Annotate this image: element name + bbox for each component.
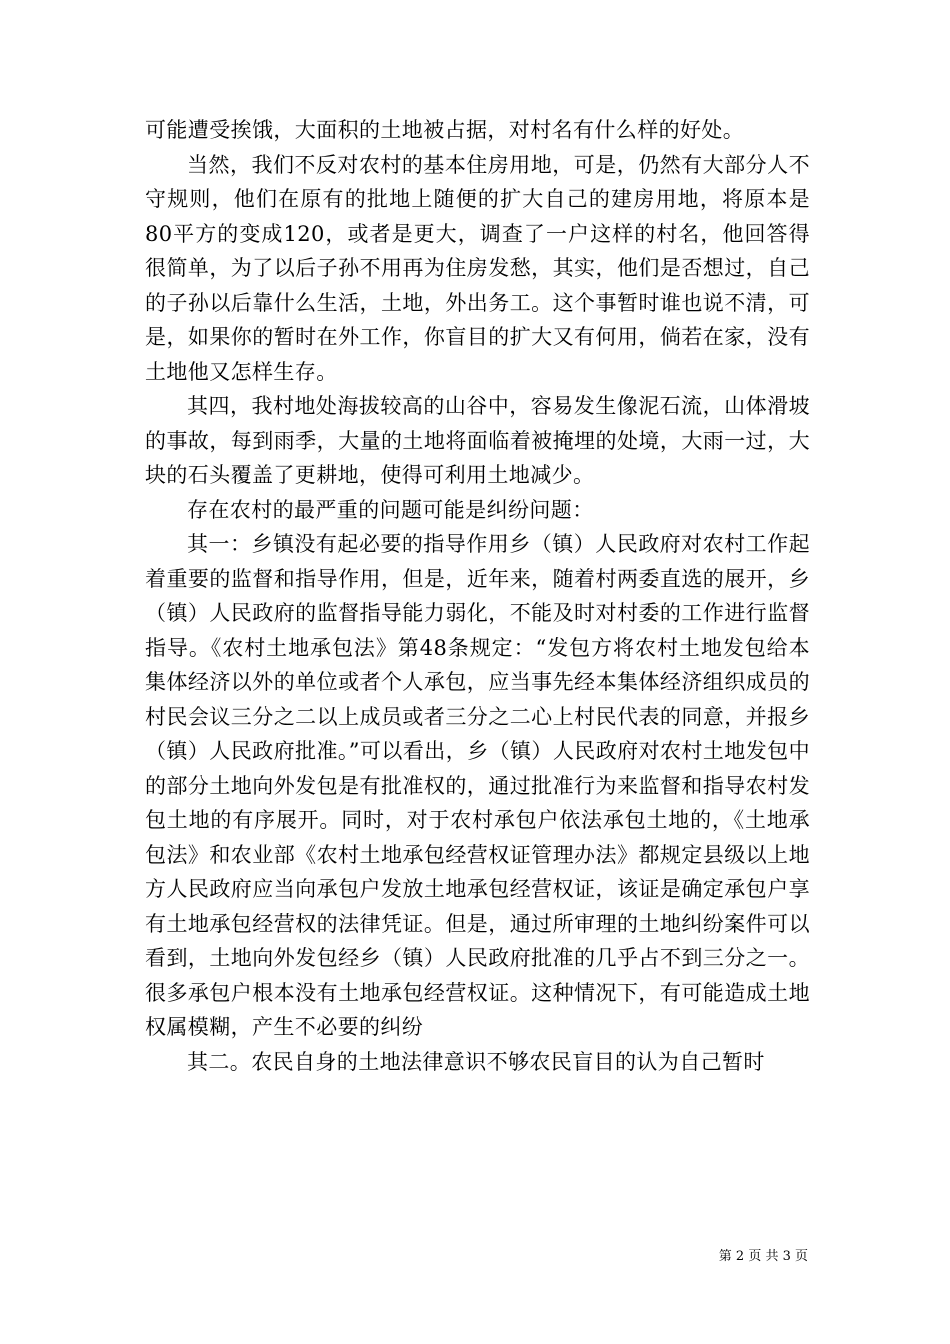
paragraph-disputes-intro: 存在农村的最严重的问题可能是纠纷问题： — [187, 497, 594, 522]
paragraph-first-dispute: 其一：乡镇没有起必要的指导作用乡（镇）人民政府对农村工作起着重要的监督和指导作用，但是，近年来，随着村两委直选的展开，乡（镇）人民政府的监督指导能力弱化，不能及时对村委的工作进行监督指导。《农村土地承包法》第48条规定：“发包方将农村土地发包给本集体经济以外的单位或者个人承包，应当事先经本集体经济组织成员的村民会议三分之二以上成员或者三分之二心上村民代表的同意，并报乡（镇）人民政府批准。”可以看出，乡（镇）人民政府对农村土地发包中的部分土地向外发包是有批准权的，通过批准行为来监督和指导农村发包土地的有序展开。同时，对于农村承包户依法承包土地的，《土地承包法》和农业部《农村土地承包经营权证管理办法》都规定县级以上地方人民政府应当向承包户发放土地承包经营权证，该证是确定承包户享有土地承包经营权的法律凭证。但是，通过所审理的土地纠纷案件可以看到，土地向外发包经乡（镇）人民政府批准的几乎占不到三分之一。很多承包户根本没有土地承包经营权证。这种情况下，有可能造成土地权属模糊，产生不必要的纠纷 — [145, 532, 810, 1039]
paragraph-continuation: 可能遭受挨饿，大面积的土地被占据，对村名有什么样的好处。 — [145, 118, 745, 142]
paragraph-fourth-point: 其四，我村地处海拔较高的山谷中，容易发生像泥石流，山体滑坡的事故，每到雨季，大量的土地将面临着被掩埋的处境，大雨一过，大块的石头覆盖了更耕地，使得可利用土地减少。 — [145, 394, 810, 487]
paragraph-second-dispute: 其二。农民自身的土地法律意识不够农民盲目的认为自己暂时 — [187, 1049, 765, 1074]
page-number-footer: 第 2 页 共 3 页 — [718, 1249, 808, 1264]
document-body — [145, 113, 810, 1079]
paragraph-housing-land: 当然，我们不反对农村的基本住房用地，可是，仍然有大部分人不守规则，他们在原有的批地上随便的扩大自己的建房用地，将原本是80平方的变成120，或者是更大，调查了一户这样的村名，他回答得很简单，为了以后子孙不用再为住房发愁，其实，他们是否想过，自己的子孙以后靠什么生活，土地，外出务工。这个事暂时谁也说不清，可是，如果你的暂时在外工作，你盲目的扩大又有何用，倘若在家，没有土地他又怎样生存。 — [145, 152, 810, 384]
